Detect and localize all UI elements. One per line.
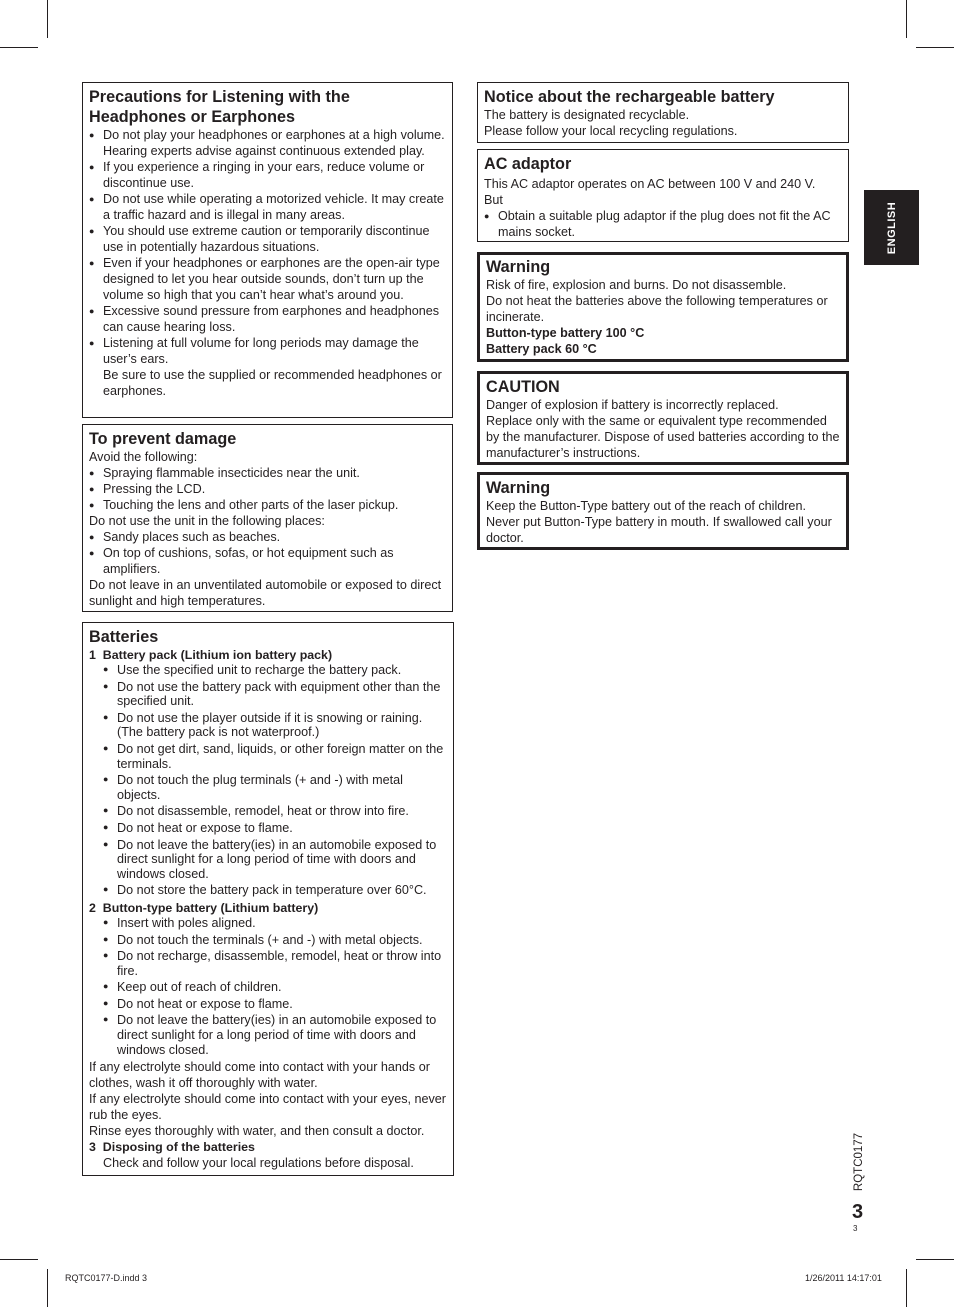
list-item: ● Listening at full volume for long periods may damage the user’s ears. [89, 335, 446, 367]
notice-title: Notice about the rechargeable battery [484, 88, 775, 106]
list-item: ● Do not use while operating a motorized vehicle. It may create a traffic hazard and is illegal in many areas. [89, 191, 446, 223]
prevent-damage-intro: Avoid the following: [89, 450, 198, 464]
warning-children-box [477, 472, 849, 550]
list-item: ● Do not heat or expose to flame. [89, 821, 447, 836]
notice-box [477, 82, 849, 143]
list-item: ● Spraying flammable insecticides near the unit. [89, 465, 446, 481]
notice-line1: The battery is designated recyclable. [484, 108, 690, 122]
list-item: ● Do not leave the battery(ies) in an automobile exposed to direct sunlight for a long period of time with doors and windows closed. [89, 1013, 447, 1057]
document-code: RQTC0177 [853, 1132, 865, 1192]
crop-mark [916, 47, 954, 48]
list-item: ● Do not get dirt, sand, liquids, or other foreign matter on the terminals. [89, 742, 447, 771]
list-item: ● Do not touch the plug terminals (+ and -) with metal objects. [89, 773, 447, 802]
crop-mark [0, 1259, 38, 1260]
list-item: ● Touching the lens and other parts of the laser pickup. [89, 497, 446, 513]
page-number: 3 [852, 1201, 864, 1223]
section-title: Button-type battery (Lithium battery) [102, 900, 319, 915]
electrolyte-eyes: If any electrolyte should come into contact with your eyes, never rub the eyes. [89, 1092, 447, 1123]
button-battery-list [89, 916, 447, 1057]
warning-line1: Risk of fire, explosion and burns. Do not disassemble. [486, 278, 787, 292]
battery-pack-list [89, 663, 447, 898]
list-item: ● Do not use the player outside if it is snowing or raining. (The battery pack is not waterproof.) [89, 711, 447, 740]
section-number: 2 [89, 900, 96, 915]
precautions-title [89, 87, 446, 127]
notice-line2: Please follow your local recycling regulations. [484, 124, 738, 138]
warning-fire-box [477, 252, 849, 362]
footer-datetime: 1/26/2011 14:17:01 [805, 1273, 882, 1283]
ac-adaptor-text: This AC adaptor operates on AC between 100 V and 240 V. [484, 177, 816, 191]
avoid-list [89, 465, 446, 513]
list-item: ● Even if your headphones or earphones are the open-air type designed to let you hear outside sounds, don’t turn up the volume so high that you can’t hear what’s around you. [89, 255, 446, 303]
caution-title: CAUTION [486, 378, 560, 396]
list-item: ● If you experience a ringing in your ears, reduce volume or discontinue use. [89, 159, 446, 191]
warning-line2: Never put Button-Type battery in mouth. If swallowed call your doctor. [486, 515, 832, 545]
warning-line1: Keep the Button-Type battery out of the reach of children. [486, 499, 806, 513]
electrolyte-hands: If any electrolyte should come into contact with your hands or clothes, wash it off thoroughly with water. [89, 1060, 430, 1091]
section-number: 1 [89, 648, 96, 662]
precautions-list [89, 127, 446, 367]
list-item: ● Do not recharge, disassemble, remodel, heat or throw into fire. [89, 949, 447, 978]
footer-file: RQTC0177-D.indd 3 [65, 1273, 148, 1283]
precautions-title-line2: Headphones or Earphones [89, 108, 295, 126]
caution-line2: Replace only with the same or equivalent type recommended by the manufacturer. Dispose of used batteries according to the manufacturer’s instructions. [486, 414, 840, 460]
warning-pack-temp: Battery pack 60 °C [486, 342, 597, 356]
list-item: ● Do not store the battery pack in temperature over 60°C. [89, 883, 447, 898]
list-item: ● Do not play your headphones or earphones at a high volume. Hearing experts advise against continuous extended play. [89, 127, 446, 159]
list-item: ● Sandy places such as beaches. [89, 529, 446, 545]
list-item: ● Excessive sound pressure from earphones and headphones can cause hearing loss. [89, 303, 446, 335]
precautions-title-line1: Precautions for Listening with the [89, 88, 350, 106]
list-item: ● On top of cushions, sofas, or hot equipment such as amplifiers. [89, 545, 446, 577]
section-heading-button-battery [89, 900, 447, 916]
rinse-eyes: Rinse eyes thoroughly with water, and then consult a doctor. [89, 1124, 425, 1139]
list-item: ● You should use extreme caution or temporarily discontinue use in potentially hazardous situations. [89, 223, 446, 255]
places-list [89, 529, 446, 577]
section-title: Disposing of the batteries [102, 1140, 255, 1155]
list-item: ● Do not heat or expose to flame. [89, 997, 447, 1012]
crop-mark [916, 1259, 954, 1260]
precautions-box [82, 82, 453, 418]
warning-title: Warning [486, 479, 551, 497]
list-item: ● Do not use the battery pack with equipment other than the specified unit. [89, 680, 447, 709]
batteries-box [82, 622, 454, 1176]
ac-adaptor-list [484, 208, 842, 240]
list-item: ● Do not touch the terminals (+ and -) with metal objects. [89, 933, 447, 948]
crop-mark [0, 47, 38, 48]
warning-line2: Do not heat the batteries above the following temperatures or incinerate. [486, 294, 828, 324]
section-heading-disposal [89, 1139, 447, 1155]
section-number: 3 [89, 1140, 96, 1155]
ac-adaptor-title: AC adaptor [484, 155, 572, 173]
prevent-damage-box [82, 424, 453, 612]
ac-adaptor-box [477, 149, 849, 242]
prevent-damage-outro: Do not leave in an unventilated automobile or exposed to direct sunlight and high temperatures. [89, 578, 442, 608]
prevent-damage-title: To prevent damage [89, 430, 237, 448]
list-item: ● Pressing the LCD. [89, 481, 446, 497]
crop-mark [47, 0, 48, 38]
batteries-title: Batteries [89, 628, 159, 646]
crop-mark [906, 0, 907, 38]
crop-mark [906, 1269, 907, 1307]
language-label: ENGLISH [885, 201, 898, 254]
section-title: Battery pack (Lithium ion battery pack) [102, 648, 333, 662]
section-heading-battery-pack [89, 647, 447, 663]
warning-button-temp: Button-type battery 100 °C [486, 326, 645, 340]
list-item: ● Do not leave the battery(ies) in an automobile exposed to direct sunlight for a long period of time with doors and windows closed. [89, 838, 447, 882]
caution-box [477, 371, 849, 465]
places-intro: Do not use the unit in the following places: [89, 514, 325, 528]
language-tab [864, 190, 919, 265]
warning-title: Warning [486, 258, 551, 276]
list-item: ● Use the specified unit to recharge the battery pack. [89, 663, 447, 678]
crop-mark [47, 1269, 48, 1307]
page-number-small: 3 [853, 1224, 858, 1233]
precautions-note: Be sure to use the supplied or recommended headphones or earphones. [103, 368, 442, 398]
ac-adaptor-but: But [484, 193, 503, 207]
list-item: ● Do not disassemble, remodel, heat or throw into fire. [89, 804, 447, 819]
list-item: ● Insert with poles aligned. [89, 916, 447, 931]
caution-line1: Danger of explosion if battery is incorrectly replaced. [486, 398, 779, 412]
list-item: ● Obtain a suitable plug adaptor if the plug does not fit the AC mains socket. [484, 208, 842, 240]
list-item: ● Keep out of reach of children. [89, 980, 447, 995]
disposal-text: Check and follow your local regulations before disposal. [103, 1156, 414, 1171]
